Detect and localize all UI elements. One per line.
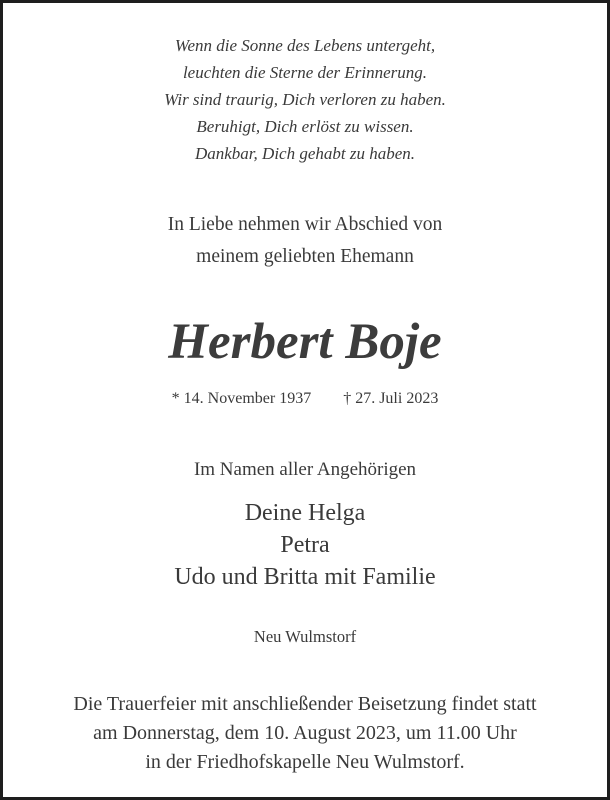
intro-line: In Liebe nehmen wir Abschied von xyxy=(167,214,443,235)
family-signatories xyxy=(3,497,607,593)
funeral-notice xyxy=(3,690,607,777)
poem-line: Dankbar, Dich gehabt zu haben. xyxy=(194,144,416,163)
family-member: Petra xyxy=(280,532,330,558)
intro-line: meinem geliebten Ehemann xyxy=(196,246,414,267)
place-name: Neu Wulmstorf xyxy=(253,627,357,646)
notice-line: Die Trauerfeier mit anschließender Beisetzung findet statt xyxy=(73,693,537,715)
poem-line: Wenn die Sonne des Lebens untergeht, xyxy=(174,36,436,55)
deceased-name: Herbert Boje xyxy=(168,314,442,370)
family-member: Deine Helga xyxy=(244,500,366,526)
notice-line: am Donnerstag, dem 10. August 2023, um 11.00 Uhr xyxy=(93,722,517,744)
notice-line: in der Friedhofskapelle Neu Wulmstorf. xyxy=(145,751,465,773)
poem-line: leuchten die Sterne der Erinnerung. xyxy=(182,63,428,82)
farewell-intro xyxy=(3,209,607,273)
death-date: † 27. Juli 2023 xyxy=(343,390,439,407)
life-dates xyxy=(3,388,607,410)
on-behalf-line: Im Namen aller Angehörigen xyxy=(193,459,417,480)
poem-line: Beruhigt, Dich erlöst zu wissen. xyxy=(196,117,414,136)
family-member: Udo und Britta mit Familie xyxy=(174,564,436,590)
birth-date: * 14. November 1937 xyxy=(171,390,312,407)
poem-line: Wir sind traurig, Dich verloren zu haben. xyxy=(164,90,446,109)
memorial-poem xyxy=(3,32,607,167)
